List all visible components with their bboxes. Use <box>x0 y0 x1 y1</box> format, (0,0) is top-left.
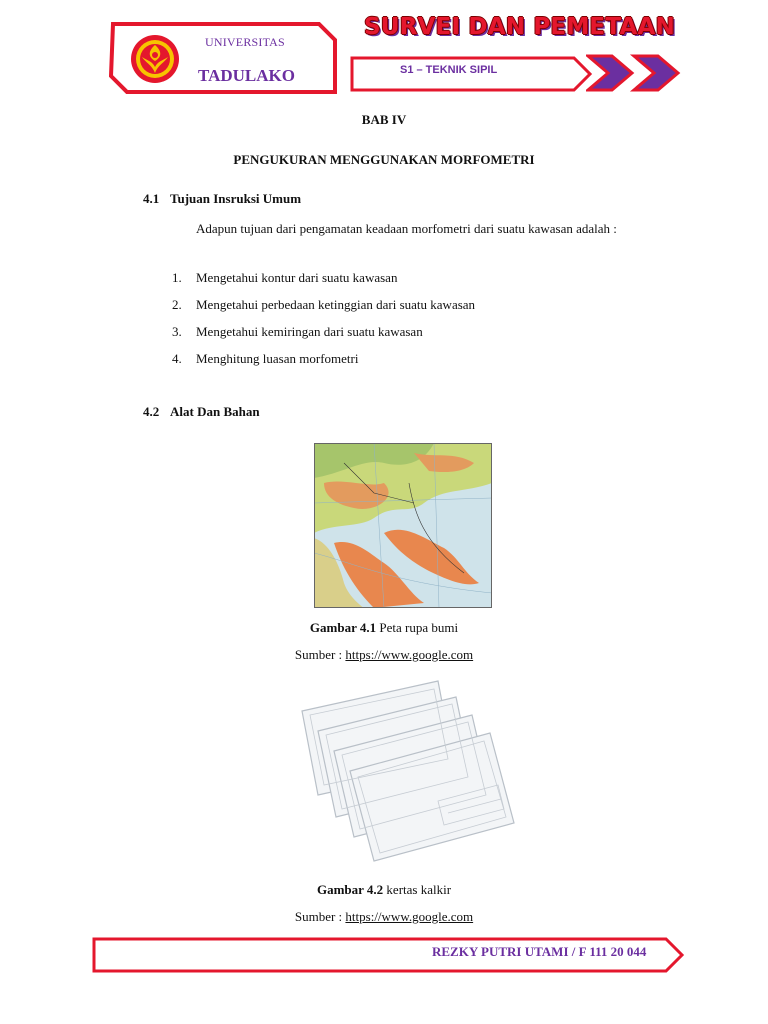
section-heading-4-1 <box>143 191 301 207</box>
topographic-map-image <box>314 443 492 608</box>
course-title: SURVEI DAN PEMETAAN <box>364 14 675 40</box>
section-heading-4-2 <box>143 404 260 420</box>
list-number: 1. <box>172 270 182 285</box>
tracing-paper-image <box>298 673 520 863</box>
list-number: 4. <box>172 351 182 366</box>
section-title: Alat Dan Bahan <box>170 404 260 419</box>
figure2-source-link[interactable]: https://www.google.com <box>345 909 474 924</box>
figure1-source-link[interactable]: https://www.google.com <box>345 647 474 662</box>
list-item <box>172 351 358 367</box>
list-text: Mengetahui kemiringan dari suatu kawasan <box>196 324 423 339</box>
list-text: Mengetahui perbedaan ketinggian dari suatu kawasan <box>196 297 476 312</box>
list-text: Mengetahui kontur dari suatu kawasan <box>196 270 398 285</box>
figure2-source <box>0 909 768 925</box>
figure1-caption-text: Peta rupa bumi <box>376 620 459 635</box>
source-prefix: Sumber : <box>294 647 346 662</box>
figure2-label: Gambar 4.2 <box>316 882 384 897</box>
chapter-label: BAB IV <box>361 112 407 127</box>
university-name-line2: TADULAKO <box>198 66 295 85</box>
list-number: 3. <box>172 324 182 339</box>
university-logo-icon <box>128 33 182 85</box>
figure1-label: Gambar 4.1 <box>309 620 377 635</box>
list-item <box>172 297 475 313</box>
figure1-caption <box>0 620 768 636</box>
figure1-source <box>0 647 768 663</box>
list-number: 2. <box>172 297 182 312</box>
list-text: Menghitung luasan morfometri <box>196 351 359 366</box>
figure2-caption <box>0 882 768 898</box>
university-name-line1: UNIVERSITAS <box>205 35 285 49</box>
source-prefix: Sumber : <box>294 909 346 924</box>
figure2-caption-text: kertas kalkir <box>383 882 452 897</box>
list-item <box>172 324 423 340</box>
footer-author: REZKY PUTRI UTAMI / F 111 20 044 <box>432 944 647 959</box>
section-number: 4.2 <box>143 404 160 419</box>
chevron-arrows-icon <box>586 52 686 94</box>
list-item <box>172 270 397 286</box>
chapter-title: PENGUKURAN MENGGUNAKAN MORFOMETRI <box>233 152 535 167</box>
program-label: S1 – TEKNIK SIPIL <box>400 64 498 76</box>
intro-paragraph: Adapun tujuan dari pengamatan keadaan morfometri dari suatu kawasan adalah : <box>196 221 617 236</box>
section-number: 4.1 <box>143 191 160 206</box>
section-title: Tujuan Insruksi Umum <box>170 191 302 206</box>
